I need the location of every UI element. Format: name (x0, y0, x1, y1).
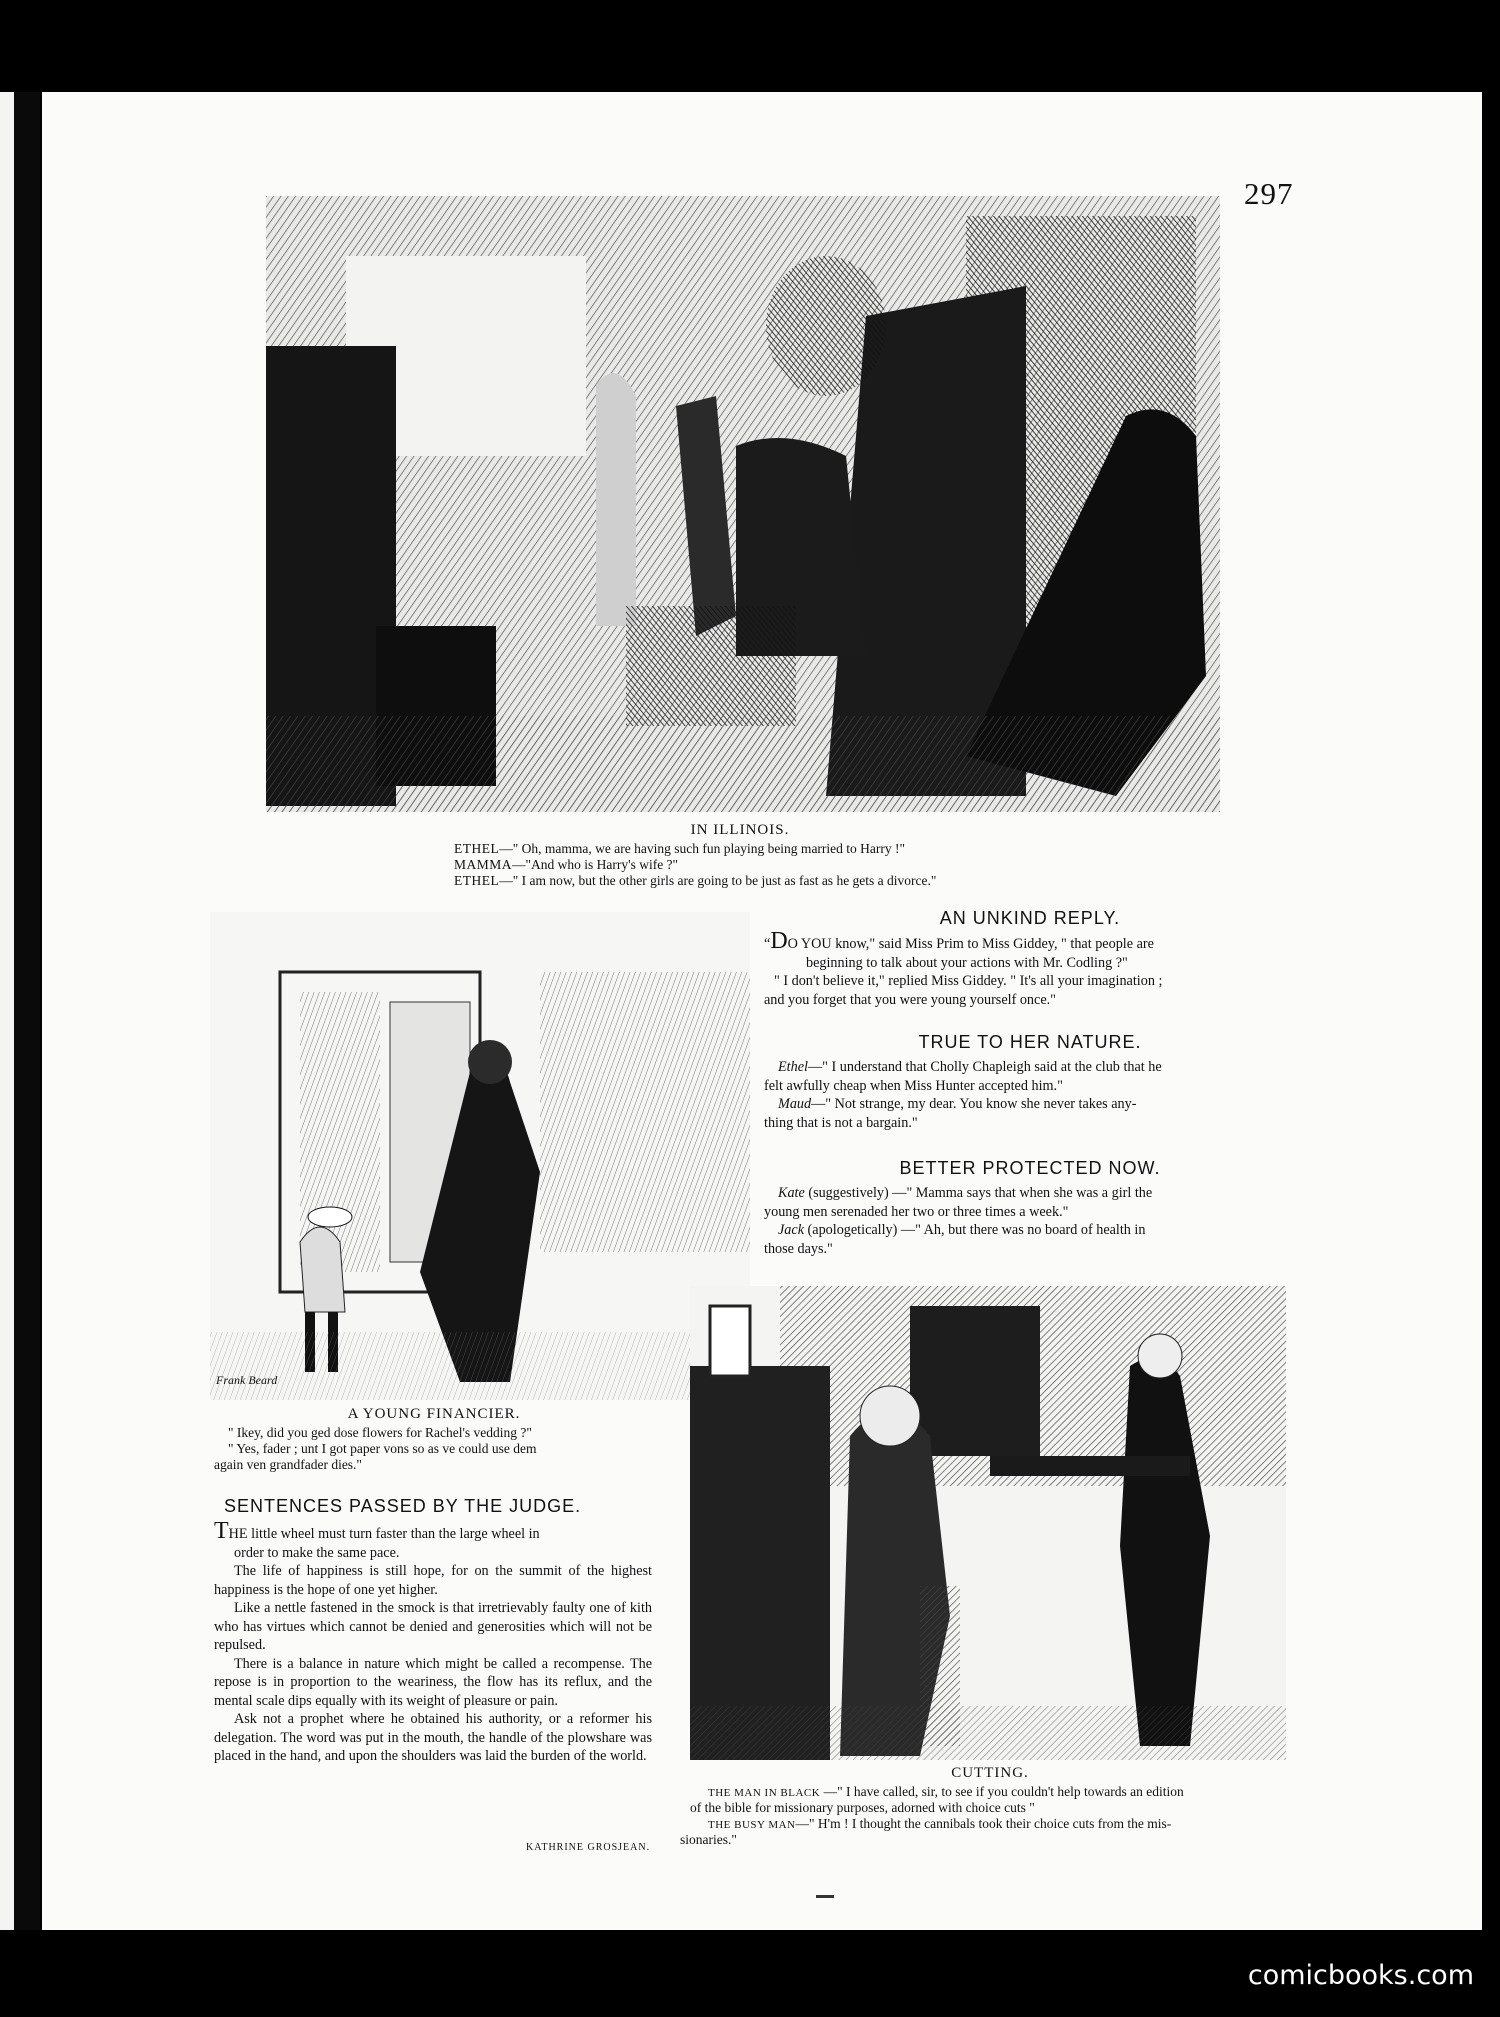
caption-in-illinois: IN ILLINOIS. (690, 822, 790, 838)
watermark: comicbooks.com (1247, 1960, 1474, 1991)
paragraph: There is a balance in nature which might be called a recompense. The repose is in proportion to the weariness, the flow has its reflux, and the mental scale dips equally with its weight of pleasure or pain. (214, 1655, 652, 1709)
artist-signature: Frank Beard (216, 1373, 278, 1387)
left-page-edge (0, 92, 14, 1930)
line-text: —" I have called, sir, to see if you couldn't help towards an edition (820, 1784, 1184, 1799)
speaker: MAMMA (454, 857, 513, 872)
cutting-line-4: sionaries." (680, 1832, 737, 1847)
speaker: THE MAN IN BLACK (708, 1787, 821, 1799)
heading-better-protected-now: BETTER PROTECTED NOW. (899, 1158, 1161, 1178)
line: " I don't believe it," replied Miss Giddey. " It's all your imagination ; (774, 973, 1163, 989)
speaker: THE BUSY MAN (708, 1819, 796, 1831)
cutting-line-3 (708, 1816, 1171, 1833)
financier-line-2: " Yes, fader ; unt I got paper vons so as ve could use dem (228, 1441, 537, 1456)
line: young men serenaded her two or three times a week." (764, 1203, 1069, 1220)
line: —" Not strange, my dear. You know she never takes any- (811, 1096, 1137, 1112)
illustration-cutting (690, 1286, 1286, 1760)
line: thing that is not a bargain." (764, 1114, 918, 1131)
open-quote: “ (764, 936, 771, 952)
footer-dash (816, 1895, 834, 1898)
speaker: Maud (778, 1096, 812, 1112)
speaker: ETHEL (454, 841, 500, 856)
line-text: —"And who is Harry's wife ?" (512, 857, 679, 872)
financier-line-1: " Ikey, did you ged dose flowers for Rachel's vedding ?" (228, 1425, 532, 1440)
line: order to make the same pace. (234, 1544, 400, 1561)
speaker: ETHEL (454, 873, 500, 888)
unkind-reply-text (764, 928, 1296, 1009)
line-text: —" Oh, mamma, we are having such fun playing being married to Harry !" (499, 841, 906, 856)
page-number: 297 (1244, 176, 1294, 211)
dialogue-line-3 (454, 873, 936, 889)
sentences-text (214, 1518, 652, 1766)
heading-unkind-reply: AN UNKIND REPLY. (939, 908, 1121, 928)
line: felt awfully cheap when Miss Hunter accepted him." (764, 1077, 1063, 1094)
caption-cutting: CUTTING. (951, 1765, 1029, 1781)
line: and you forget that you were young yourself once." (764, 991, 1056, 1008)
line: (apologetically) —" Ah, but there was no board of health in (804, 1222, 1146, 1238)
financier-line-3: again ven grandfader dies." (214, 1457, 362, 1472)
speaker: Kate (778, 1185, 805, 1201)
line: those days." (764, 1240, 833, 1257)
line-text: —" H'm ! I thought the cannibals took their choice cuts from the mis- (795, 1816, 1172, 1831)
illustration-in-illinois (266, 196, 1220, 812)
author-byline: KATHRINE GROSJEAN. (526, 1842, 651, 1853)
cutting-line-2: of the bible for missionary purposes, adorned with choice cuts " (690, 1800, 1035, 1815)
speaker: Ethel (778, 1059, 808, 1075)
caption-young-financier: A YOUNG FINANCIER. (347, 1406, 521, 1422)
line: O YOU know," said Miss Prim to Miss Giddey, " that people are (787, 936, 1154, 952)
dialogue-line-2 (454, 857, 678, 873)
drop-cap: D (770, 928, 788, 954)
speaker: Jack (778, 1222, 804, 1238)
drop-cap: T (214, 1518, 229, 1544)
dialogue-line-1 (454, 841, 905, 857)
line: —" I understand that Cholly Chapleigh said at the club that he (807, 1059, 1162, 1075)
illustration-young-financier (210, 912, 750, 1400)
heading-true-to-her-nature: TRUE TO HER NATURE. (918, 1032, 1142, 1052)
line: beginning to talk about your actions with Mr. Codling ?" (806, 954, 1128, 971)
paragraph: The life of happiness is still hope, for on the summit of the highest happiness is the hope of one yet higher. (214, 1563, 652, 1598)
cutting-line-1 (708, 1784, 1184, 1801)
line-text: —" I am now, but the other girls are going to be just as fast as he gets a divorce." (499, 873, 937, 888)
line: HE little wheel must turn faster than the large wheel in (228, 1526, 540, 1542)
better-protected-text (764, 1184, 1296, 1258)
paragraph: Ask not a prophet where he obtained his authority, or a reformer his delegation. The word was put in the mouth, the handle of the plowshare was placed in the hand, and upon the shoulders was laid the burden of the world. (214, 1711, 652, 1764)
true-nature-text (764, 1058, 1296, 1132)
paragraph: Like a nettle fastened in the smock is that irretrievably faulty one of kith who has virtues which cannot be denied and generosities which will not be repulsed. (214, 1600, 652, 1653)
heading-sentences-passed: SENTENCES PASSED BY THE JUDGE. (224, 1496, 582, 1516)
gutter-shadow (14, 92, 40, 1930)
line: (suggestively) —" Mamma says that when she was a girl the (804, 1185, 1153, 1201)
